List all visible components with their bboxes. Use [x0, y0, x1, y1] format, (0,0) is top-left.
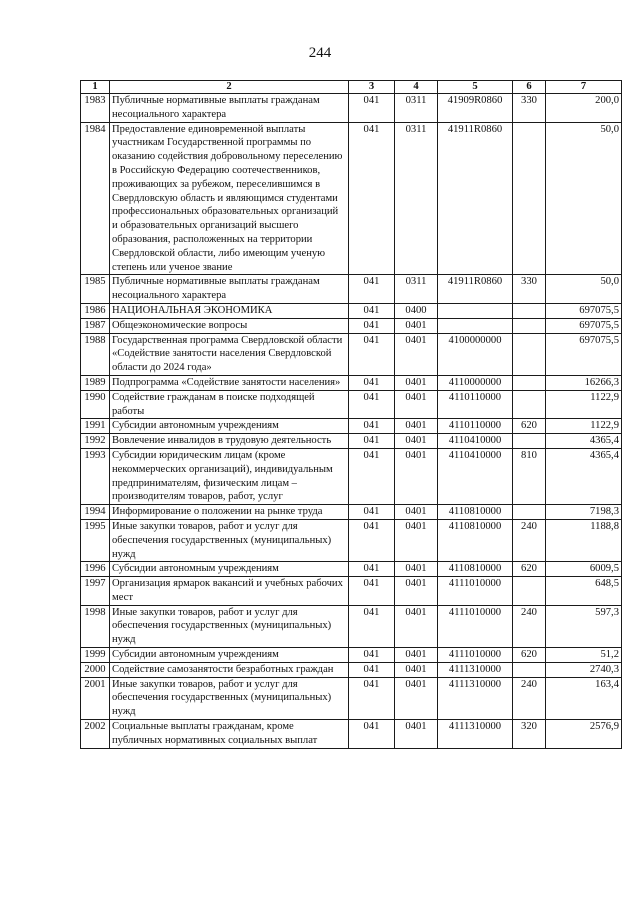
amount: 163,4: [546, 677, 622, 719]
target-article-code: 4111310000: [438, 662, 513, 677]
row-name: Вовлечение инвалидов в трудовую деятельность: [110, 434, 349, 449]
row-number: 1988: [81, 333, 110, 375]
row-number: 1994: [81, 505, 110, 520]
target-article-code: [438, 318, 513, 333]
column-header: 3: [349, 81, 395, 94]
amount: 16266,3: [546, 375, 622, 390]
amount: 50,0: [546, 122, 622, 275]
table-row: [81, 434, 622, 449]
row-number: 1989: [81, 375, 110, 390]
column-header: 2: [110, 81, 349, 94]
admin-code: 041: [349, 318, 395, 333]
row-name: Содействие самозанятости безработных граждан: [110, 662, 349, 677]
amount: 7198,3: [546, 505, 622, 520]
expense-type-code: [513, 333, 546, 375]
admin-code: 041: [349, 333, 395, 375]
expense-type-code: [513, 122, 546, 275]
target-article-code: 4111010000: [438, 605, 513, 647]
expense-type-code: 330: [513, 94, 546, 123]
amount: 1188,8: [546, 519, 622, 561]
row-number: 2002: [81, 720, 110, 749]
row-name: Субсидии автономным учреждениям: [110, 648, 349, 663]
section-code: 0401: [395, 677, 438, 719]
table-row: [81, 648, 622, 663]
row-name: Иные закупки товаров, работ и услуг для обеспечения государственных (муниципальных) нужд: [110, 605, 349, 647]
expense-type-code: [513, 505, 546, 520]
section-code: 0401: [395, 720, 438, 749]
admin-code: 041: [349, 505, 395, 520]
expense-type-code: 240: [513, 677, 546, 719]
expense-type-code: [513, 390, 546, 419]
admin-code: 041: [349, 275, 395, 304]
admin-code: 041: [349, 419, 395, 434]
table-row: [81, 605, 622, 647]
amount: 200,0: [546, 94, 622, 123]
admin-code: 041: [349, 720, 395, 749]
row-name: Субсидии автономным учреждениям: [110, 419, 349, 434]
section-code: 0401: [395, 375, 438, 390]
table-row: [81, 562, 622, 577]
admin-code: 041: [349, 303, 395, 318]
amount: 6009,5: [546, 562, 622, 577]
target-article-code: 41911R0860: [438, 122, 513, 275]
target-article-code: 4111310000: [438, 720, 513, 749]
target-article-code: 4110410000: [438, 448, 513, 504]
table-body: [81, 94, 622, 749]
amount: 648,5: [546, 577, 622, 606]
row-name: Государственная программа Свердловской области «Содействие занятости населения Свердловской области до 2024 года»: [110, 333, 349, 375]
amount: 2740,3: [546, 662, 622, 677]
column-header: 7: [546, 81, 622, 94]
target-article-code: 4110000000: [438, 375, 513, 390]
row-name: Организация ярмарок вакансий и учебных рабочих мест: [110, 577, 349, 606]
row-name: Иные закупки товаров, работ и услуг для обеспечения государственных (муниципальных) нужд: [110, 519, 349, 561]
column-header: 4: [395, 81, 438, 94]
admin-code: 041: [349, 662, 395, 677]
amount: 697075,5: [546, 303, 622, 318]
target-article-code: 4110410000: [438, 434, 513, 449]
table-row: [81, 505, 622, 520]
amount: 597,3: [546, 605, 622, 647]
section-code: 0401: [395, 577, 438, 606]
section-code: 0311: [395, 275, 438, 304]
row-number: 1993: [81, 448, 110, 504]
expense-type-code: [513, 303, 546, 318]
expense-type-code: [513, 375, 546, 390]
admin-code: 041: [349, 519, 395, 561]
row-number: 1990: [81, 390, 110, 419]
section-code: 0311: [395, 122, 438, 275]
section-code: 0401: [395, 648, 438, 663]
row-number: 1998: [81, 605, 110, 647]
admin-code: 041: [349, 434, 395, 449]
target-article-code: 4110810000: [438, 519, 513, 561]
section-code: 0400: [395, 303, 438, 318]
target-article-code: 4111010000: [438, 577, 513, 606]
row-number: 1995: [81, 519, 110, 561]
section-code: 0401: [395, 519, 438, 561]
expense-type-code: 620: [513, 562, 546, 577]
row-name: Субсидии автономным учреждениям: [110, 562, 349, 577]
section-code: 0401: [395, 333, 438, 375]
expense-type-code: 620: [513, 648, 546, 663]
target-article-code: 4110810000: [438, 505, 513, 520]
table-row: [81, 94, 622, 123]
admin-code: 041: [349, 648, 395, 663]
table-row: [81, 419, 622, 434]
row-number: 2000: [81, 662, 110, 677]
section-code: 0401: [395, 562, 438, 577]
section-code: 0401: [395, 448, 438, 504]
row-number: 1985: [81, 275, 110, 304]
expense-type-code: [513, 662, 546, 677]
expense-type-code: 240: [513, 519, 546, 561]
table-row: [81, 333, 622, 375]
admin-code: 041: [349, 375, 395, 390]
expense-type-code: 620: [513, 419, 546, 434]
section-code: 0311: [395, 94, 438, 123]
table-row: [81, 390, 622, 419]
target-article-code: 41911R0860: [438, 275, 513, 304]
row-number: 1999: [81, 648, 110, 663]
row-name: Общеэкономические вопросы: [110, 318, 349, 333]
admin-code: 041: [349, 390, 395, 419]
row-number: 1997: [81, 577, 110, 606]
row-name: Иные закупки товаров, работ и услуг для обеспечения государственных (муниципальных) нужд: [110, 677, 349, 719]
target-article-code: 4111010000: [438, 648, 513, 663]
admin-code: 041: [349, 605, 395, 647]
row-number: 2001: [81, 677, 110, 719]
section-code: 0401: [395, 419, 438, 434]
target-article-code: 4110810000: [438, 562, 513, 577]
target-article-code: 41909R0860: [438, 94, 513, 123]
column-header: 5: [438, 81, 513, 94]
admin-code: 041: [349, 577, 395, 606]
section-code: 0401: [395, 662, 438, 677]
section-code: 0401: [395, 390, 438, 419]
table-row: [81, 720, 622, 749]
amount: 2576,9: [546, 720, 622, 749]
row-number: 1992: [81, 434, 110, 449]
row-number: 1986: [81, 303, 110, 318]
table-row: [81, 448, 622, 504]
column-header: 6: [513, 81, 546, 94]
row-name: Публичные нормативные выплаты гражданам несоциального характера: [110, 94, 349, 123]
row-name: Содействие гражданам в поиске подходящей работы: [110, 390, 349, 419]
row-name: Подпрограмма «Содействие занятости населения»: [110, 375, 349, 390]
table-row: [81, 375, 622, 390]
row-name: НАЦИОНАЛЬНАЯ ЭКОНОМИКА: [110, 303, 349, 318]
target-article-code: [438, 303, 513, 318]
expense-type-code: [513, 318, 546, 333]
table-row: [81, 318, 622, 333]
row-number: 1983: [81, 94, 110, 123]
row-name: Публичные нормативные выплаты гражданам несоциального характера: [110, 275, 349, 304]
table-row: [81, 303, 622, 318]
admin-code: 041: [349, 562, 395, 577]
row-name: Предоставление единовременной выплаты участникам Государственной программы по оказанию содействия добровольному переселению в Российскую Федерацию соотечественников, проживающих за рубежом, переселившимся в Свердловскую область и являющимся студентами профессиональных образовательных организаций и образовательных организаций высшего образования, расположенных на территории Свердловской области, либо имеющим ученую степень или ученое звание: [110, 122, 349, 275]
target-article-code: 4100000000: [438, 333, 513, 375]
expense-type-code: 320: [513, 720, 546, 749]
amount: 1122,9: [546, 419, 622, 434]
row-number: 1996: [81, 562, 110, 577]
amount: 1122,9: [546, 390, 622, 419]
expense-type-code: 240: [513, 605, 546, 647]
expense-type-code: 330: [513, 275, 546, 304]
amount: 4365,4: [546, 448, 622, 504]
section-code: 0401: [395, 505, 438, 520]
amount: 697075,5: [546, 318, 622, 333]
admin-code: 041: [349, 448, 395, 504]
page-number: 244: [308, 45, 332, 61]
table-row: [81, 662, 622, 677]
table-row: [81, 577, 622, 606]
expense-type-code: [513, 577, 546, 606]
row-name: Субсидии юридическим лицам (кроме некоммерческих организаций), индивидуальным предпринимателям, физическим лицам – производителям товаров, работ, услуг: [110, 448, 349, 504]
column-header: 1: [81, 81, 110, 94]
row-number: 1987: [81, 318, 110, 333]
table-row: [81, 275, 622, 304]
expense-type-code: 810: [513, 448, 546, 504]
target-article-code: 4110110000: [438, 390, 513, 419]
table-row: [81, 677, 622, 719]
row-number: 1984: [81, 122, 110, 275]
amount: 51,2: [546, 648, 622, 663]
target-article-code: 4111310000: [438, 677, 513, 719]
budget-table: [80, 80, 622, 749]
row-number: 1991: [81, 419, 110, 434]
target-article-code: 4110110000: [438, 419, 513, 434]
table-row: [81, 519, 622, 561]
table-row: [81, 122, 622, 275]
amount: 4365,4: [546, 434, 622, 449]
row-name: Информирование о положении на рынке труда: [110, 505, 349, 520]
expense-type-code: [513, 434, 546, 449]
amount: 697075,5: [546, 333, 622, 375]
section-code: 0401: [395, 434, 438, 449]
amount: 50,0: [546, 275, 622, 304]
table-header-row: [81, 81, 622, 94]
admin-code: 041: [349, 677, 395, 719]
admin-code: 041: [349, 94, 395, 123]
row-name: Социальные выплаты гражданам, кроме публичных нормативных социальных выплат: [110, 720, 349, 749]
section-code: 0401: [395, 605, 438, 647]
section-code: 0401: [395, 318, 438, 333]
admin-code: 041: [349, 122, 395, 275]
